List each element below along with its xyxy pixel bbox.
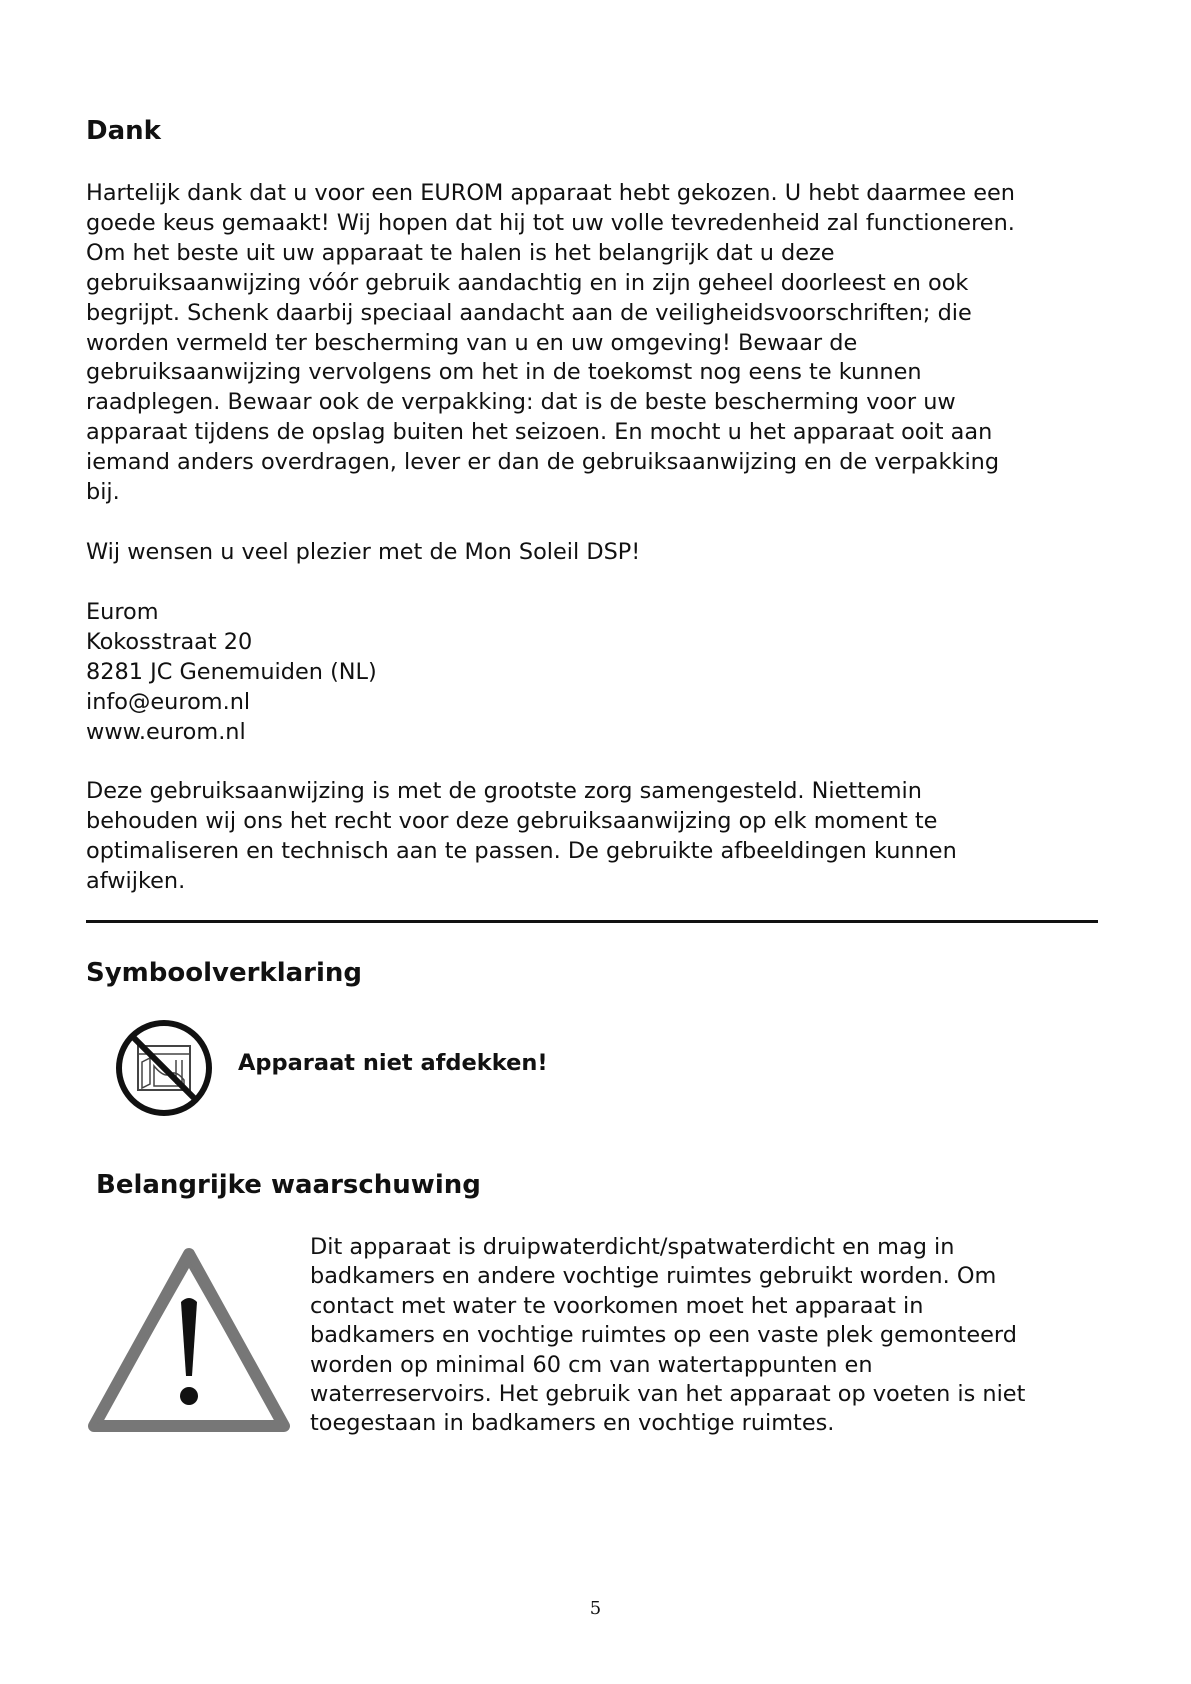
section-divider xyxy=(86,920,1098,923)
disclaimer-line: optimaliseren en technisch aan te passen. De gebruikte afbeeldingen kunnen xyxy=(86,837,957,864)
dank-line: Om het beste uit uw apparaat te halen is het belangrijk dat u deze xyxy=(86,239,835,266)
symbol-label: Apparaat niet afdekken! xyxy=(238,1050,548,1076)
disclaimer-line: behouden wij ons het recht voor deze gebruiksaanwijzing op elk moment te xyxy=(86,807,938,834)
warning-heading: Belangrijke waarschuwing xyxy=(96,1170,481,1200)
dank-line: apparaat tijdens de opslag buiten het seizoen. En mocht u het apparaat ooit aan xyxy=(86,419,993,446)
address-website: www.eurom.nl xyxy=(86,718,246,745)
address-email: info@eurom.nl xyxy=(86,688,251,715)
warning-line: badkamers en andere vochtige ruimtes gebruikt worden. Om xyxy=(310,1263,997,1290)
address-company: Eurom xyxy=(86,599,159,625)
dank-line: raadplegen. Bewaar ook de verpakking: dat is de beste bescherming voor uw xyxy=(86,389,956,416)
address-street: Kokosstraat 20 xyxy=(86,628,253,655)
dank-line: gebruiksaanwijzing vóór gebruik aandachtig en in zijn geheel doorleest en ook xyxy=(86,269,969,296)
dank-line: goede keus gemaakt! Wij hopen dat hij tot uw volle tevredenheid zal functioneren. xyxy=(86,209,1015,236)
dank-body xyxy=(86,179,1015,508)
warning-line: toegestaan in badkamers en vochtige ruimtes. xyxy=(310,1410,835,1437)
warning-line: worden op minimal 60 cm van watertappunten en xyxy=(310,1351,873,1378)
warning-line: waterreservoirs. Het gebruik van het apparaat op voeten is niet xyxy=(310,1381,1026,1408)
address-block xyxy=(86,598,377,748)
warning-body xyxy=(310,1233,1025,1439)
warning-line: Dit apparaat is druipwaterdicht/spatwaterdicht en mag in xyxy=(310,1234,955,1260)
warning-line: contact met water te voorkomen moet het apparaat in xyxy=(310,1292,924,1319)
warning-triangle-icon xyxy=(86,1246,292,1434)
address-city: 8281 JC Genemuiden (NL) xyxy=(86,658,377,685)
dank-line: Hartelijk dank dat u voor een EUROM apparaat hebt gekozen. U hebt daarmee een xyxy=(86,180,1015,206)
dank-heading: Dank xyxy=(86,116,161,146)
warning-line: badkamers en vochtige ruimtes op een vaste plek gemonteerd xyxy=(310,1322,1017,1349)
disclaimer-line: Deze gebruiksaanwijzing is met de grootste zorg samengesteld. Niettemin xyxy=(86,778,922,804)
dank-line: iemand anders overdragen, lever er dan de gebruiksaanwijzing en de verpakking xyxy=(86,449,1000,476)
disclaimer-line: afwijken. xyxy=(86,867,186,894)
symbols-heading: Symboolverklaring xyxy=(86,958,363,988)
dank-line: worden vermeld ter bescherming van u en uw omgeving! Bewaar de xyxy=(86,329,858,356)
disclaimer xyxy=(86,777,957,897)
dank-line: begrijpt. Schenk daarbij speciaal aandacht aan de veiligheidsvoorschriften; die xyxy=(86,299,972,326)
dank-line: bij. xyxy=(86,479,120,506)
dank-line: gebruiksaanwijzing vervolgens om het in de toekomst nog eens te kunnen xyxy=(86,359,922,386)
do-not-cover-icon xyxy=(114,1018,214,1118)
page-number: 5 xyxy=(589,1598,602,1619)
wish-text: Wij wensen u veel plezier met de Mon Soleil DSP! xyxy=(86,539,641,565)
